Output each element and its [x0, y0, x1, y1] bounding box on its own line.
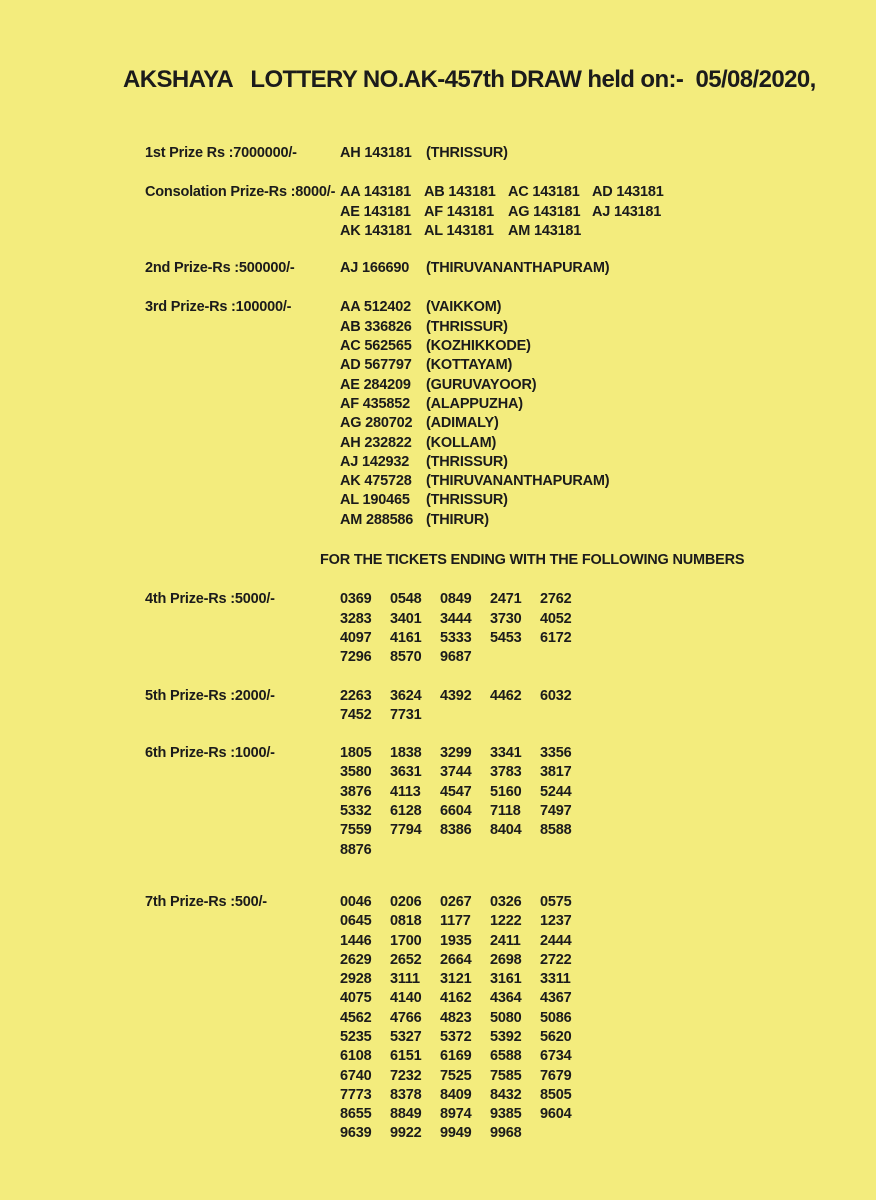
ticket-number: AH 232822	[340, 434, 412, 451]
ending-number: 4462	[490, 687, 522, 704]
ending-number: 9968	[490, 1125, 522, 1142]
ending-number: 4562	[340, 1009, 372, 1026]
ending-number: 3341	[490, 745, 522, 762]
winning-place: (THIRUR)	[426, 511, 489, 528]
third-prize-winners	[340, 298, 609, 530]
ending-number: 6740	[340, 1067, 372, 1084]
ticket-number: AJ 143181	[592, 203, 662, 220]
winning-place: (THIRUVANANTHAPURAM)	[426, 473, 610, 490]
winning-place: (ALAPPUZHA)	[426, 395, 523, 412]
ticket-number: AG 143181	[508, 203, 581, 220]
ending-number: 5333	[440, 629, 472, 646]
sixth-prize-numbers	[340, 744, 594, 860]
ending-number: 6169	[440, 1048, 472, 1065]
second-prize-label: 2nd Prize-Rs :500000/-	[145, 260, 295, 277]
section-sixth-prize	[145, 744, 855, 860]
ending-number: 5244	[540, 783, 572, 800]
ending-number: 1237	[540, 913, 572, 930]
ending-number: 0818	[390, 913, 422, 930]
winning-place: (THRISSUR)	[426, 318, 508, 335]
ticket-number: AA 512402	[340, 299, 412, 316]
ticket-number: AB 143181	[424, 184, 496, 201]
winner-row	[340, 144, 508, 163]
ending-number: 3730	[490, 610, 522, 627]
ending-number: 0548	[390, 591, 422, 608]
ending-number: 3299	[440, 745, 472, 762]
winner-row	[340, 376, 609, 395]
winning-place: (VAIKKOM)	[426, 299, 502, 316]
ending-number: 4547	[440, 783, 472, 800]
ending-number: 6604	[440, 803, 472, 820]
winner-row	[340, 414, 609, 433]
ending-number: 7731	[390, 706, 422, 723]
ending-number: 5327	[390, 1028, 422, 1045]
winning-place: (ADIMALY)	[426, 415, 499, 432]
ending-number: 4392	[440, 687, 472, 704]
section-second-prize	[145, 259, 855, 278]
winning-place: (GURUVAYOOR)	[426, 376, 537, 393]
ticket-number: AD 143181	[592, 184, 664, 201]
ending-number: 5080	[490, 1009, 522, 1026]
ending-number: 7794	[390, 822, 422, 839]
winner-row	[340, 395, 609, 414]
ending-number: 0369	[340, 591, 372, 608]
ending-number: 8378	[390, 1086, 422, 1103]
winner-row	[340, 337, 609, 356]
ticket-number: AM 143181	[508, 222, 582, 239]
ending-number: 3580	[340, 764, 372, 781]
ending-number: 3111	[390, 971, 420, 988]
ending-number: 8974	[440, 1106, 472, 1123]
tickets-ending-heading: FOR THE TICKETS ENDING WITH THE FOLLOWING NUMBERS	[320, 552, 745, 569]
ending-number: 3311	[540, 971, 571, 988]
ticket-number: AM 288586	[340, 511, 414, 528]
ending-number: 1177	[440, 913, 471, 930]
ending-number: 7452	[340, 706, 372, 723]
ending-number: 1805	[340, 745, 372, 762]
ending-number: 8386	[440, 822, 472, 839]
ending-number: 6108	[340, 1048, 372, 1065]
seventh-prize-label: 7th Prize-Rs :500/-	[145, 893, 267, 910]
winner-row	[340, 356, 609, 375]
ending-number: 6588	[490, 1048, 522, 1065]
ending-number: 3783	[490, 764, 522, 781]
ending-number: 7118	[490, 803, 521, 820]
seventh-prize-numbers	[340, 893, 594, 1144]
ending-number: 2652	[390, 951, 422, 968]
winner-row	[340, 318, 609, 337]
ending-number: 8505	[540, 1086, 572, 1103]
ending-number: 9687	[440, 649, 472, 666]
ending-number: 7773	[340, 1086, 372, 1103]
ticket-number: AB 336826	[340, 318, 412, 335]
section-third-prize	[145, 298, 855, 530]
ticket-number: AF 435852	[340, 395, 410, 412]
ending-number: 9949	[440, 1125, 472, 1142]
ending-number: 2928	[340, 971, 372, 988]
ending-number: 9922	[390, 1125, 422, 1142]
winning-place: (KOZHIKKODE)	[426, 338, 531, 355]
ending-number: 8849	[390, 1106, 422, 1123]
section-first-prize	[145, 144, 855, 163]
ending-number: 1446	[340, 932, 372, 949]
ending-number: 5453	[490, 629, 522, 646]
ending-number: 4097	[340, 629, 372, 646]
section-fifth-prize	[145, 687, 855, 726]
ending-number: 1222	[490, 913, 522, 930]
ending-number: 1838	[390, 745, 422, 762]
ending-number: 2698	[490, 951, 522, 968]
ending-number: 2471	[490, 591, 522, 608]
fourth-prize-label: 4th Prize-Rs :5000/-	[145, 591, 275, 608]
ending-number: 6172	[540, 629, 572, 646]
ticket-number: AG 280702	[340, 415, 413, 432]
third-prize-label: 3rd Prize-Rs :100000/-	[145, 299, 292, 316]
ticket-number: AE 143181	[340, 203, 411, 220]
ending-number: 8432	[490, 1086, 522, 1103]
ending-number: 2722	[540, 951, 572, 968]
ending-number: 7525	[440, 1067, 472, 1084]
ending-number: 9385	[490, 1106, 522, 1123]
ending-number: 4364	[490, 990, 522, 1007]
ending-number: 8588	[540, 822, 572, 839]
ending-number: 3283	[340, 610, 372, 627]
ending-number: 9604	[540, 1106, 572, 1123]
ending-number: 2411	[490, 932, 521, 949]
ending-number: 0645	[340, 913, 372, 930]
ending-number: 4823	[440, 1009, 472, 1026]
ending-number: 3744	[440, 764, 472, 781]
section-consolation-prize	[145, 183, 855, 241]
winning-place: (THRISSUR)	[426, 453, 508, 470]
ending-number: 8409	[440, 1086, 472, 1103]
winner-row	[340, 491, 609, 510]
winner-row	[340, 434, 609, 453]
second-prize-winners	[340, 259, 609, 278]
ending-number: 3444	[440, 610, 472, 627]
ending-number: 3624	[390, 687, 422, 704]
ending-number: 2629	[340, 951, 372, 968]
sixth-prize-label: 6th Prize-Rs :1000/-	[145, 745, 275, 762]
winning-place: (THRISSUR)	[426, 492, 508, 509]
ticket-number: AH 143181	[340, 145, 412, 161]
ticket-number: AF 143181	[424, 203, 494, 220]
ending-number: 8655	[340, 1106, 372, 1123]
winner-row	[340, 453, 609, 472]
ending-number: 9639	[340, 1125, 372, 1142]
winning-place: (THRISSUR)	[426, 145, 508, 161]
results-content	[145, 144, 855, 1163]
ticket-number: AE 284209	[340, 376, 411, 393]
winner-row	[340, 511, 609, 530]
ending-number: 5392	[490, 1028, 522, 1045]
winning-place: (THIRUVANANTHAPURAM)	[426, 260, 610, 277]
ending-number: 3121	[440, 971, 472, 988]
ending-number: 2263	[340, 687, 372, 704]
winning-place: (KOTTAYAM)	[426, 357, 513, 374]
ending-number: 3876	[340, 783, 372, 800]
consolation-prize-tickets	[340, 183, 680, 241]
ending-number: 6128	[390, 803, 422, 820]
winner-row	[340, 298, 609, 317]
ending-number: 4052	[540, 610, 572, 627]
ending-number: 8570	[390, 649, 422, 666]
ending-number: 7585	[490, 1067, 522, 1084]
first-prize-label: 1st Prize Rs :7000000/-	[145, 145, 297, 161]
ending-number: 3356	[540, 745, 572, 762]
ticket-number: AL 190465	[340, 492, 410, 509]
ending-number: 2444	[540, 932, 572, 949]
ending-number: 8404	[490, 822, 522, 839]
ticket-number: AJ 166690	[340, 260, 410, 277]
page-title: AKSHAYA LOTTERY NO.AK-457th DRAW held on:- 05/08/2020,	[123, 66, 816, 93]
ending-number: 0326	[490, 893, 522, 910]
winning-place: (KOLLAM)	[426, 434, 497, 451]
winner-row	[340, 472, 609, 491]
winner-row	[340, 259, 609, 278]
ending-number: 1700	[390, 932, 422, 949]
fourth-prize-numbers	[340, 590, 594, 667]
section-seventh-prize	[145, 893, 855, 1144]
ending-number: 7679	[540, 1067, 572, 1084]
ticket-number: AL 143181	[424, 222, 494, 239]
ending-number: 1935	[440, 932, 472, 949]
ending-number: 5160	[490, 783, 522, 800]
ending-number: 6734	[540, 1048, 572, 1065]
ending-number: 0575	[540, 893, 572, 910]
prize-sections-top	[145, 144, 855, 530]
section-fourth-prize	[145, 590, 855, 667]
ending-number: 4766	[390, 1009, 422, 1026]
ending-number: 0046	[340, 893, 372, 910]
ending-number: 4075	[340, 990, 372, 1007]
ending-number: 2762	[540, 591, 572, 608]
ending-number: 3817	[540, 764, 572, 781]
ending-number: 3161	[490, 971, 522, 988]
ending-number: 5372	[440, 1028, 472, 1045]
first-prize-winners	[340, 144, 508, 163]
ticket-number: AD 567797	[340, 357, 412, 374]
ending-number: 4140	[390, 990, 422, 1007]
ending-number: 4161	[390, 629, 422, 646]
ending-number: 5235	[340, 1028, 372, 1045]
ending-number: 3401	[390, 610, 422, 627]
ending-number: 4367	[540, 990, 572, 1007]
ticket-number: AC 143181	[508, 184, 580, 201]
ending-number: 6032	[540, 687, 572, 704]
ending-number: 2664	[440, 951, 472, 968]
ending-number: 7296	[340, 649, 372, 666]
ticket-number: AK 475728	[340, 473, 412, 490]
fifth-prize-numbers	[340, 687, 594, 726]
ticket-number: AA 143181	[340, 184, 412, 201]
ending-number: 7559	[340, 822, 372, 839]
ending-number: 7232	[390, 1067, 422, 1084]
ending-number: 4162	[440, 990, 472, 1007]
ending-number: 0267	[440, 893, 472, 910]
ending-number: 8876	[340, 841, 372, 858]
ending-number: 5332	[340, 803, 372, 820]
ending-number: 7497	[540, 803, 572, 820]
ending-number: 3631	[390, 764, 422, 781]
ticket-number: AJ 142932	[340, 453, 410, 470]
ending-number: 0849	[440, 591, 472, 608]
ending-number: 4113	[390, 783, 421, 800]
ending-number: 5086	[540, 1009, 572, 1026]
ticket-number: AK 143181	[340, 222, 412, 239]
fifth-prize-label: 5th Prize-Rs :2000/-	[145, 687, 275, 704]
ending-number: 6151	[390, 1048, 422, 1065]
ticket-number: AC 562565	[340, 338, 412, 355]
prize-sections-bottom	[145, 590, 855, 1143]
consolation-prize-label: Consolation Prize-Rs :8000/-	[145, 184, 336, 201]
ending-number: 5620	[540, 1028, 572, 1045]
ending-number: 0206	[390, 893, 422, 910]
